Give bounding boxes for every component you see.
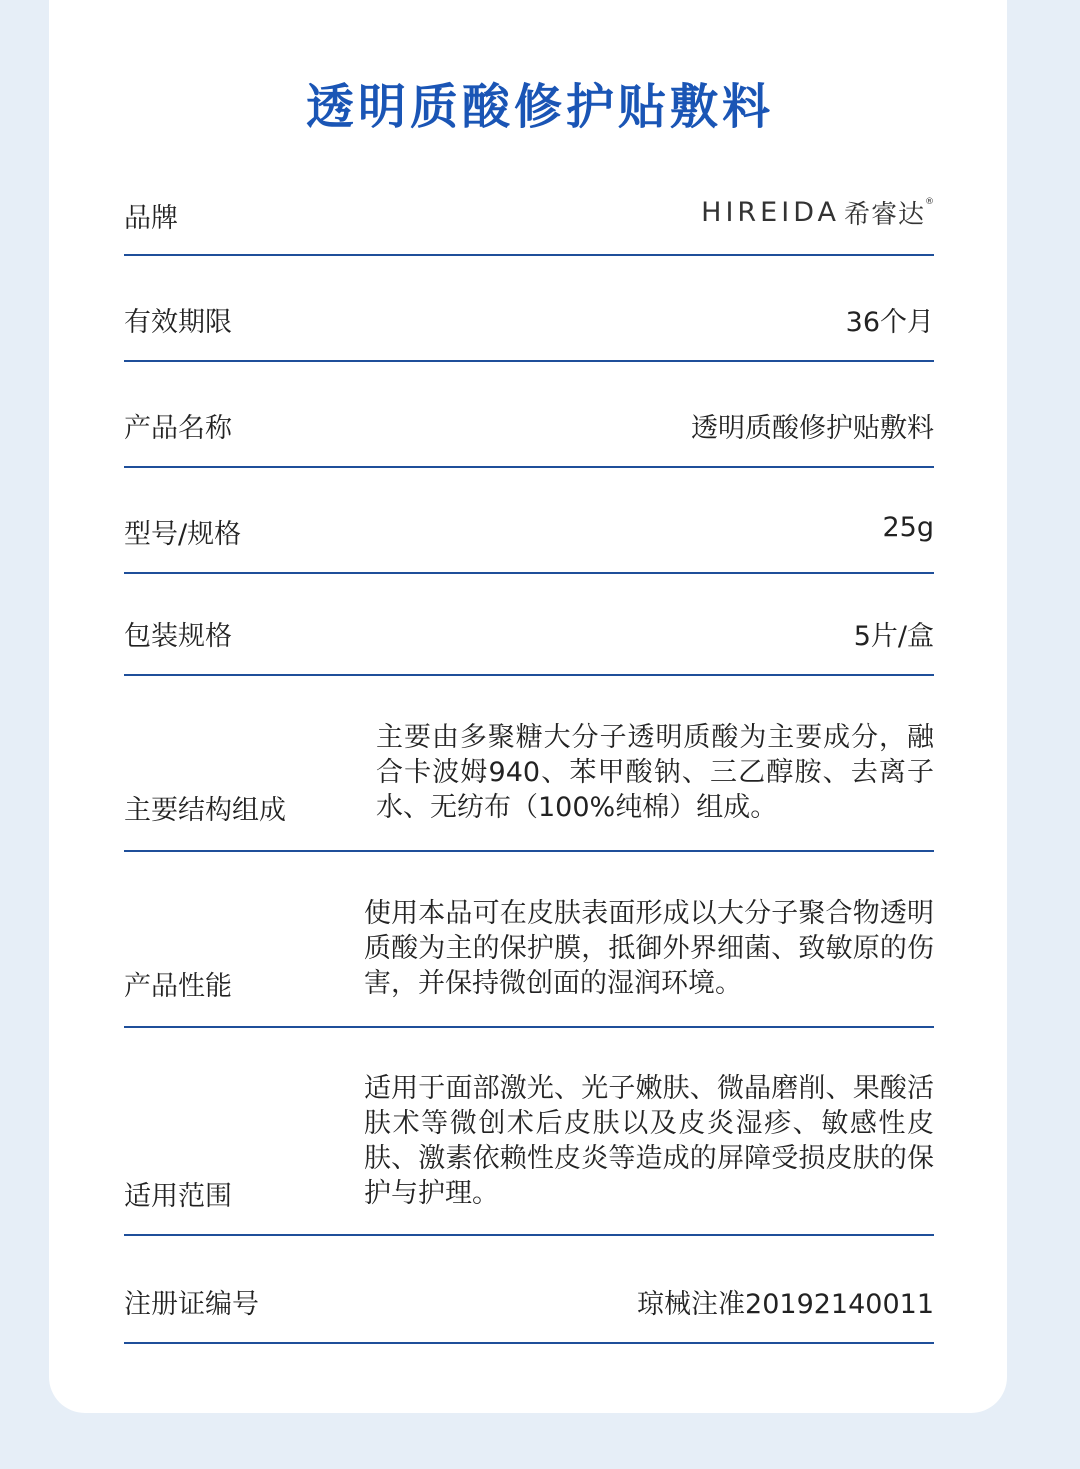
spec-row-composition — [124, 676, 934, 852]
row-value: 36个月 — [845, 307, 934, 338]
row-value: 25g — [882, 512, 934, 543]
spec-row-brand — [124, 170, 934, 256]
row-label: 包装规格 — [124, 621, 232, 652]
row-label: 主要结构组成 — [124, 795, 286, 826]
row-label: 产品性能 — [124, 971, 232, 1002]
row-label: 型号/规格 — [124, 519, 242, 550]
row-value: 5片/盒 — [853, 621, 934, 652]
row-value: 琼械注准20192140011 — [637, 1289, 934, 1320]
spec-row-model — [124, 468, 934, 574]
spec-row-packaging — [124, 574, 934, 676]
row-label: 适用范围 — [124, 1181, 232, 1212]
spec-row-performance — [124, 852, 934, 1028]
row-label: 品牌 — [124, 203, 178, 234]
row-value: 主要由多聚糖大分子透明质酸为主要成分，融合卡波姆940、苯甲酸钠、三乙醇胺、去离子水、无纺布（100%纯棉）组成。 — [376, 722, 934, 823]
spec-row-scope — [124, 1028, 934, 1236]
row-label: 产品名称 — [124, 413, 232, 444]
brand-logo-en: HIREIDA — [701, 196, 840, 228]
spec-row-product-name — [124, 362, 934, 468]
spec-row-shelf-life — [124, 256, 934, 362]
page-title: 透明质酸修护贴敷料 — [305, 79, 774, 135]
row-value: 适用于面部激光、光子嫩肤、微晶磨削、果酸活肤术等微创术后皮肤以及皮炎湿疹、敏感性皮肤、激素依赖性皮炎等造成的屏障受损皮肤的保护与护理。 — [364, 1073, 934, 1209]
row-value: 透明质酸修护贴敷料 — [691, 413, 934, 444]
brand-logo-cn: 希睿达 — [843, 199, 925, 230]
row-label: 注册证编号 — [124, 1289, 259, 1320]
row-value: 使用本品可在皮肤表面形成以大分子聚合物透明质酸为主的保护膜，抵御外界细菌、致敏原的伤害，并保持微创面的湿润环境。 — [364, 898, 934, 999]
spec-row-registration — [124, 1236, 934, 1344]
brand-logo — [701, 192, 934, 232]
registered-mark: ® — [925, 197, 934, 207]
row-label: 有效期限 — [124, 307, 232, 338]
